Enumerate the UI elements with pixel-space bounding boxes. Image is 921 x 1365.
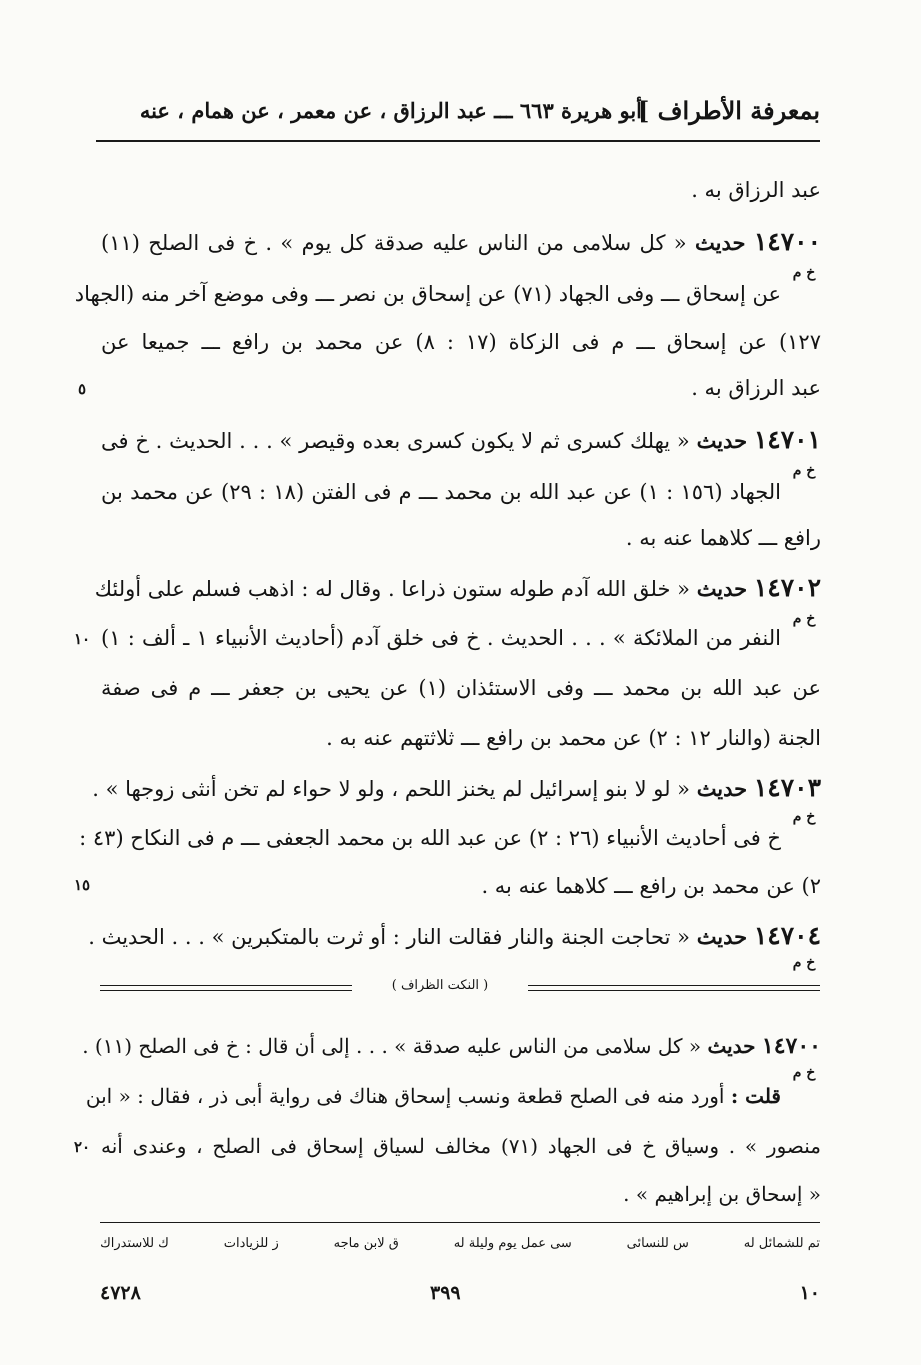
hadith-number: ١٤٧٠١	[753, 425, 821, 454]
hadith-keyword: حديث	[696, 428, 748, 453]
section-divider	[100, 978, 820, 1002]
hadith-text: « تحاجت الجنة والنار فقالت النار : أو ثرت بالمتكبرين » . . . الحديث .	[88, 925, 690, 949]
note-keyword: حديث	[707, 1034, 756, 1058]
note-text: أورد منه فى الصلح قطعة ونسب إسحاق هناك فى رواية أبى ذر ، فقال : « ابن	[85, 1084, 725, 1108]
hadith-entry-14704	[88, 920, 821, 952]
footer-numbers	[100, 1282, 820, 1308]
source-symbol: خ م	[792, 463, 816, 479]
abbr-item: ق لابن ماجه	[333, 1236, 399, 1251]
note-text: « كل سلامى من الناس عليه صدقة » . . . إلى أن قال : خ فى الصلح (١١) .	[82, 1034, 702, 1058]
hadith-number: ١٤٧٠٠	[753, 227, 821, 256]
running-header	[96, 96, 820, 136]
note-qultu: قلت :	[730, 1084, 781, 1108]
abbr-item: ك للاستدراك	[100, 1236, 169, 1251]
source-symbol: خ م	[792, 809, 816, 825]
header-isnad-title: أبو هريرة ٦٦٣ ـــ عبد الرزاق ، عن معمر ، عن همام ، عنه	[139, 98, 642, 123]
page-number: ٣٩٩	[430, 1282, 461, 1304]
volume-number: ١٠	[799, 1282, 820, 1304]
footer-rule	[100, 1222, 820, 1223]
abbr-item: س للنسائى	[626, 1236, 689, 1251]
note-line	[85, 1080, 781, 1112]
text-line: الجنة (والنار ١٢ : ٢) عن محمد بن رافع ـــ ثلاثتهم عنه به .	[326, 726, 821, 750]
source-symbol: خ م	[792, 611, 816, 627]
text-line: خ فى أحاديث الأنبياء (٢٦ : ٢) عن عبد الله بن محمد الجعفى ـــ م فى النكاح (٤٣ :	[79, 826, 781, 850]
text-line: النفر من الملائكة » . . . الحديث . خ فى خلق آدم (أحاديث الأنبياء ١ ـ ألف : ١)	[101, 626, 781, 650]
text-line: عبد الرزاق به .	[691, 178, 821, 202]
hadith-entry-14702	[94, 572, 821, 604]
note-entry-14700	[82, 1030, 821, 1062]
hadith-number: ١٤٧٠٤	[753, 921, 821, 950]
text-line: عبد الرزاق به .	[691, 376, 821, 400]
source-symbol: خ م	[792, 265, 816, 281]
hadith-entry-14701	[101, 424, 821, 456]
note-line: « إسحاق بن إبراهيم » .	[623, 1182, 821, 1206]
entry-count: ٤٧٢٨	[100, 1282, 141, 1304]
abbr-item: سى عمل يوم وليلة له	[453, 1236, 572, 1251]
divider-title: ( النكت الظراف )	[391, 978, 489, 993]
hadith-text: « خلق الله آدم طوله ستون ذراعا . وقال له : اذهب فسلم على أولئك	[94, 577, 690, 601]
hadith-keyword: حديث	[695, 230, 746, 255]
margin-line-number: ١٠	[73, 630, 91, 648]
margin-line-number: ٢٠	[73, 1138, 91, 1156]
margin-line-number: ٥	[77, 380, 87, 398]
hadith-keyword: حديث	[696, 576, 748, 601]
text-line: الجهاد (١٥٦ : ١) عن عبد الله بن محمد ـــ م فى الفتن (١٨ : ٢٩) عن محمد بن	[101, 480, 781, 504]
margin-line-number: ١٥	[73, 876, 91, 894]
divider-rule-right	[528, 985, 820, 991]
text-line: عن عبد الله بن محمد ـــ وفى الاستئذان (١) عن يحيى بن جعفر ـــ م فى صفة	[101, 676, 821, 700]
text-line: ١٢٧) عن إسحاق ـــ م فى الزكاة (١٧ : ٨) عن محمد بن رافع ـــ جميعا عن	[101, 330, 821, 354]
hadith-entry-14703	[92, 772, 821, 804]
divider-rule-left	[100, 985, 352, 991]
hadith-number: ١٤٧٠٣	[753, 773, 821, 802]
hadith-text: « كل سلامى من الناس عليه صدقة كل يوم » . خ فى الصلح (١١)	[101, 231, 687, 255]
hadith-text: « يهلك كسرى ثم لا يكون كسرى بعده وقيصر » . . . الحديث . خ فى	[101, 429, 690, 453]
hadith-number: ١٤٧٠٢	[753, 573, 821, 602]
hadith-keyword: حديث	[696, 776, 748, 801]
hadith-text: « لو لا بنو إسرائيل لم يخنز اللحم ، ولو لا حواء لم تخن أنثى زوجها » .	[92, 777, 690, 801]
hadith-entry-14700	[101, 226, 821, 258]
source-symbol: خ م	[792, 1065, 816, 1081]
abbreviations-key	[100, 1236, 820, 1258]
note-number: ١٤٧٠٠	[761, 1033, 821, 1059]
source-symbol: خ م	[792, 955, 816, 971]
hadith-keyword: حديث	[696, 924, 748, 949]
header-rule	[96, 140, 820, 142]
text-line: ٢) عن محمد بن رافع ـــ كلاهما عنه به .	[481, 874, 821, 898]
text-line: رافع ـــ كلاهما عنه به .	[625, 526, 821, 550]
note-line: منصور » . وسياق خ فى الجهاد (٧١) مخالف لسياق إسحاق فى الصلح ، وعندى أنه	[101, 1134, 822, 1158]
abbr-item: تم للشمائل له	[743, 1236, 820, 1251]
header-section-title: بمعرفة الأطراف ]	[637, 96, 820, 125]
text-line: عن إسحاق ـــ وفى الجهاد (٧١) عن إسحاق بن نصر ـــ وفى موضع آخر منه (الجهاد	[74, 282, 781, 306]
abbr-item: ز للزيادات	[223, 1236, 279, 1251]
